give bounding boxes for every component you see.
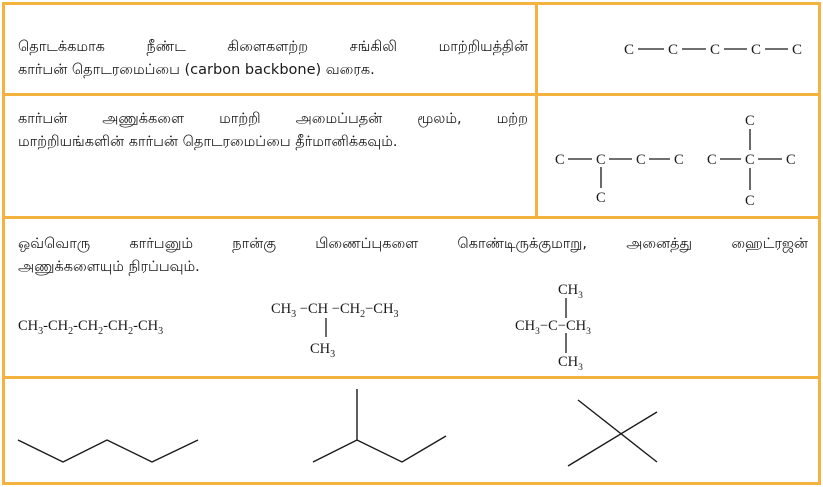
row2-line1: கார்பன் அணுக்களை மாற்றி அமைப்பதன் மூலம், மற்ற bbox=[18, 111, 528, 127]
atom-c: C bbox=[745, 113, 755, 129]
skeletal-pentane bbox=[18, 440, 198, 462]
condensed-formula-isopentane-branch: $CH_3$ bbox=[310, 341, 336, 360]
straight-chain-backbone bbox=[624, 42, 802, 58]
atom-c: C bbox=[786, 152, 796, 168]
condensed-neopentane-bottom: $CH_3$ bbox=[558, 354, 583, 373]
row1-line1: தொடக்கமாக நீண்ட கிளைகளற்ற சங்கிலி மாற்றியத்தின் bbox=[18, 39, 528, 55]
atom-c: C bbox=[636, 152, 646, 168]
row1-line2: கார்பன் தொடரமைப்பை (carbon backbone) வரைக. bbox=[18, 62, 375, 78]
condensed-formula-pentane: $CH_3-CH_2-CH_2-CH_2-CH_3$ bbox=[18, 318, 164, 337]
atom-c: C bbox=[710, 42, 721, 58]
atom-c: C bbox=[596, 190, 606, 206]
branched-backbone-2 bbox=[707, 113, 796, 209]
condensed-neopentane bbox=[515, 282, 591, 373]
atom-c: C bbox=[668, 42, 679, 58]
condensed-pentane bbox=[18, 318, 163, 337]
skeletal-isopentane-chain bbox=[313, 436, 446, 462]
branched-backbone-1 bbox=[555, 152, 684, 206]
condensed-formula-isopentane-main: $CH_3 -CH -CH_2-CH_3$ bbox=[271, 301, 399, 320]
atom-c: C bbox=[674, 152, 684, 168]
condensed-isopentane bbox=[271, 301, 398, 360]
atom-c: C bbox=[751, 42, 762, 58]
skeletal-isopentane bbox=[313, 389, 446, 462]
atom-c: C bbox=[555, 152, 565, 168]
skeletal-neopentane bbox=[568, 400, 657, 466]
atom-c: C bbox=[707, 152, 717, 168]
row3-line2: அணுக்களையும் நிரப்பவும். bbox=[18, 259, 200, 275]
atom-c: C bbox=[745, 193, 755, 209]
skeletal-neopentane-bond-b bbox=[568, 412, 657, 466]
condensed-neopentane-main: $CH_3-C-CH_3$ bbox=[515, 318, 591, 337]
row3-line1: ஒவ்வொரு கார்பனும் நான்கு பிணைப்புகளை கொண்டிருக்குமாறு, அனைத்து ஹைட்ரஜன் bbox=[18, 236, 808, 252]
condensed-neopentane-top: $CH_3$ bbox=[558, 282, 583, 301]
row2-line2: மாற்றியங்களின் கார்பன் தொடரமைப்பை தீர்மானிக்கவும். bbox=[18, 134, 398, 150]
atom-c: C bbox=[792, 42, 803, 58]
atom-c: C bbox=[745, 152, 755, 168]
atom-c: C bbox=[624, 42, 635, 58]
atom-c: C bbox=[596, 152, 606, 168]
